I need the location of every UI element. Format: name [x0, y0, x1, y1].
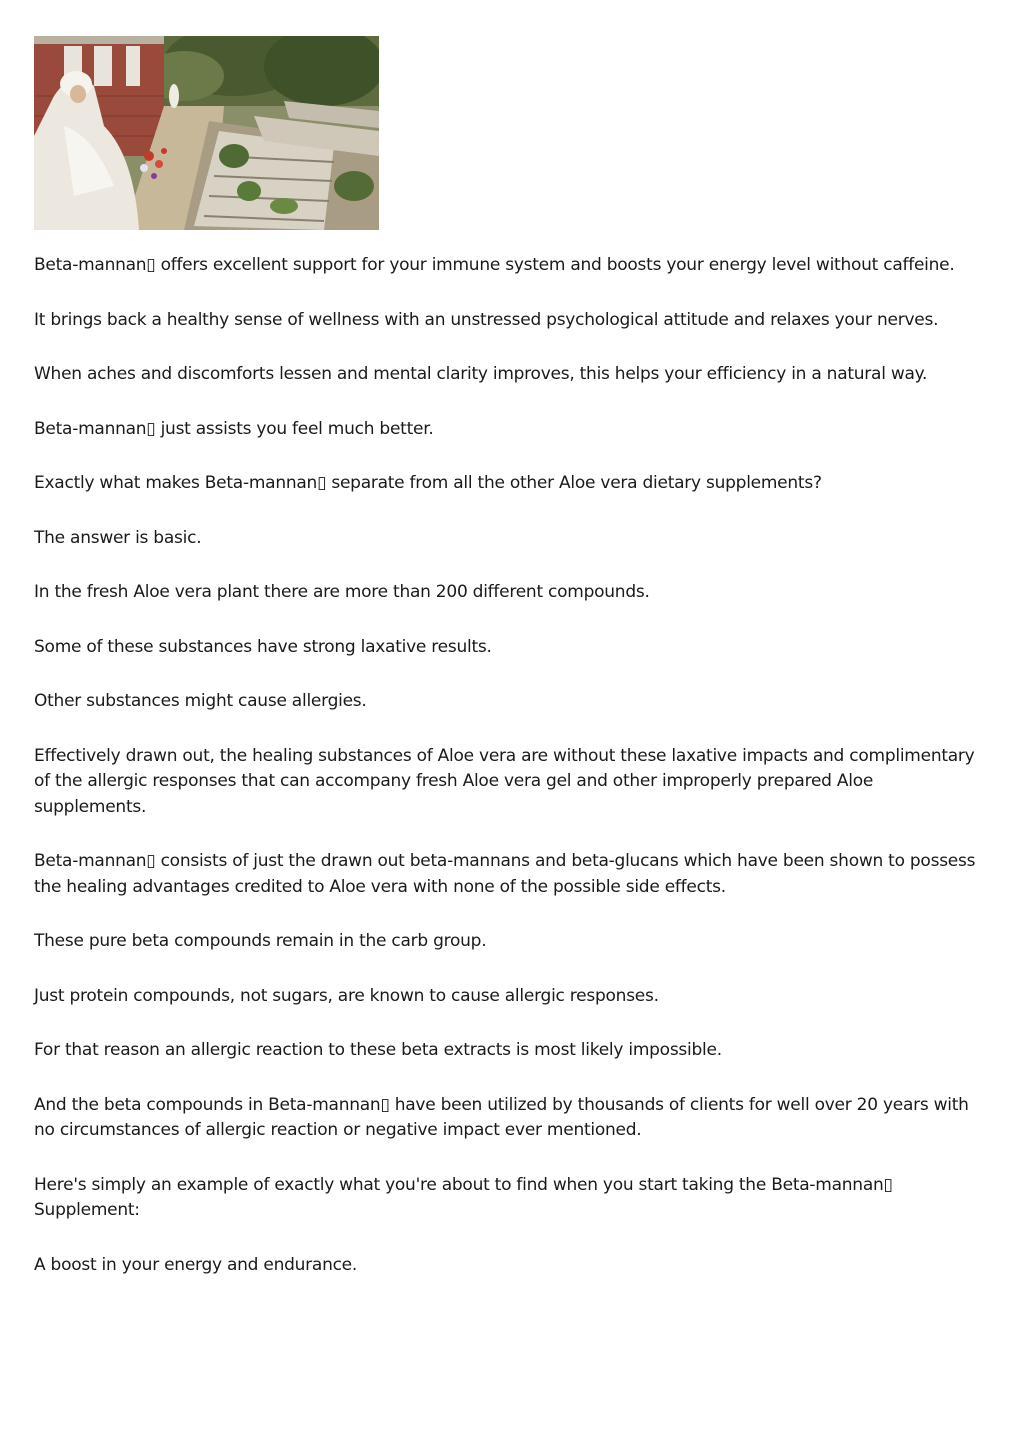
- paragraph: Effectively drawn out, the healing substances of Aloe vera are without these laxative impacts and complimentary of the allergic responses that can accompany fresh Aloe vera gel and other improperly prepared Aloe supplements.: [34, 745, 975, 817]
- paragraph: Other substances might cause allergies.: [34, 691, 367, 711]
- paragraph: Some of these substances have strong laxative results.: [34, 636, 492, 657]
- paragraph: And the beta compounds in Beta-mannan▯ have been utilized by thousands of clients for well over 20 years with no circumstances of allergic reaction or negative impact ever mentioned.: [34, 1094, 969, 1140]
- paragraph: Beta-mannan▯ consists of just the drawn out beta-mannans and beta-glucans which have been shown to possess the healing advantages credited to Aloe vera with none of the possible side effects.: [34, 851, 976, 897]
- paragraph: Beta-mannan▯ just assists you feel much better.: [34, 418, 434, 439]
- paragraph: A boost in your energy and endurance.: [34, 1254, 358, 1275]
- paragraph: In the fresh Aloe vera plant there are more than 200 different compounds.: [34, 582, 650, 602]
- paragraph: These pure beta compounds remain in the carb group.: [34, 931, 487, 951]
- paragraph: Just protein compounds, not sugars, are known to cause allergic responses.: [34, 985, 659, 1006]
- paragraph: Beta-mannan▯ offers excellent support for your immune system and boosts your energy level without caffeine.: [34, 255, 955, 275]
- paragraph: The answer is basic.: [34, 527, 202, 548]
- paragraph: It brings back a healthy sense of wellness with an unstressed psychological attitude and relaxes your nerves.: [34, 309, 939, 330]
- paragraph: When aches and discomforts lessen and mental clarity improves, this helps your efficiency in a natural way.: [34, 364, 928, 384]
- paragraph: Here's simply an example of exactly what you're about to find when you start taking the Beta-mannan▯ Supplement:: [34, 1174, 893, 1220]
- paragraph: For that reason an allergic reaction to these beta extracts is most likely impossible.: [34, 1040, 722, 1060]
- document-page: [34, 36, 990, 1307]
- garden-painting-image: [34, 36, 379, 230]
- paragraph: Exactly what makes Beta-mannan▯ separate from all the other Aloe vera dietary supplements?: [34, 473, 822, 493]
